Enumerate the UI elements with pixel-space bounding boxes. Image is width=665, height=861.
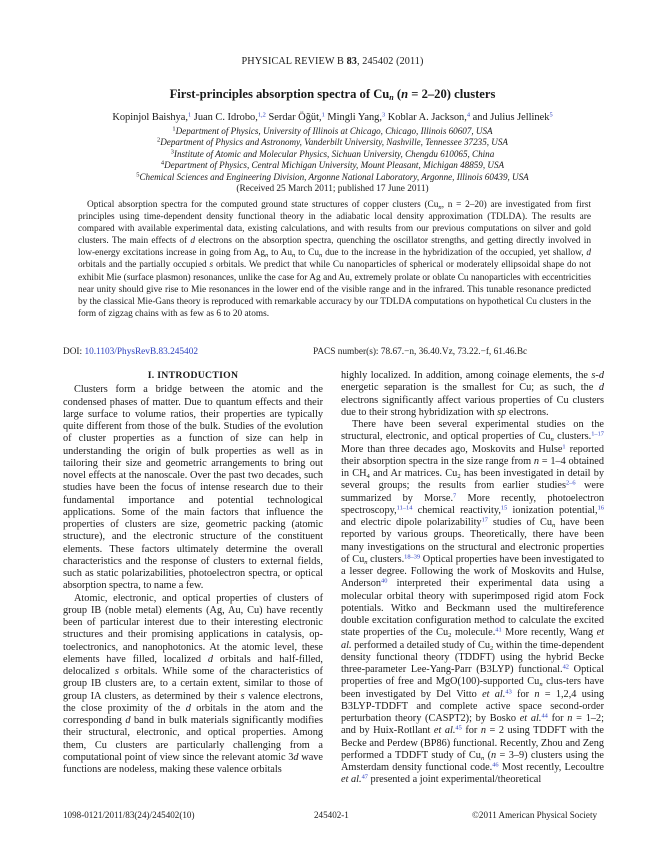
italic-et-al: et al. xyxy=(482,688,506,700)
author: Juan C. Idrobo, xyxy=(193,112,258,123)
reference-link[interactable]: 1–17 xyxy=(591,430,604,438)
section-heading: I. INTRODUCTION xyxy=(147,370,239,381)
volume-number: 83 xyxy=(346,56,357,67)
affiliation-list xyxy=(0,126,665,183)
italic-et-al: et al. xyxy=(433,725,456,737)
body-text: More than three decades ago, Moskovits and Hulse xyxy=(341,443,563,455)
body-text: clusters. xyxy=(367,553,405,565)
body-text: within the time-dependent density functional theory (TDDFT) using the hybrid Becke three-parameter Lee-Yang-Parr (B3LYP) functional. xyxy=(341,639,604,675)
abstract-text: to Au xyxy=(268,248,293,259)
body-text: molecule. xyxy=(451,627,496,639)
subscript: n xyxy=(265,252,269,260)
body-text: and electric dipole polarizability xyxy=(341,517,482,528)
subscript: 4 xyxy=(366,473,370,480)
body-text: for xyxy=(461,725,481,737)
affiliation-text: Department of Physics, Central Michigan University, Mount Pleasant, Michigan 48859, USA xyxy=(164,160,505,171)
affiliation xyxy=(0,172,665,183)
body-text: and Ar matrices. Cu xyxy=(369,468,458,479)
body-text: ionization potential, xyxy=(507,504,598,516)
italic-et-al: et al. xyxy=(341,774,362,786)
author: and Julius Jellinek xyxy=(472,112,550,123)
body-text: Atomic, electronic, and optical properties of clusters of group IB (noble metal) elements (Ag, Au, Cu) have recently been of particular interest due to their interesting electronic structures and their promising applications in catalysis, op-toelectronics, and nanophotonics. At the atomic level, these elements have filled, localized xyxy=(63,592,323,665)
body-text: reported their absorption spectra in the size range from xyxy=(341,443,604,467)
body-text: = 1–2; and by Huix-Rotllant xyxy=(341,713,604,737)
italic-d: d xyxy=(293,751,299,763)
reference-link[interactable]: 2–6 xyxy=(565,479,576,487)
reference-link[interactable]: 45 xyxy=(455,724,462,732)
author: Kopinjol Baishya, xyxy=(112,112,188,123)
italic-n: n xyxy=(567,713,573,724)
italic-s: s xyxy=(114,666,119,677)
body-text: = 1,2,4 using B3LYP-TDDFT and complete active space second-order perturbation theory (CASPT2); by Bosko xyxy=(341,688,605,724)
italic-d: d xyxy=(586,248,591,259)
affiliation-link[interactable]: 1 xyxy=(321,111,325,119)
affiliation-number: 2 xyxy=(157,136,161,144)
body-text: energetic separation is the smallest for Cu; as such, the xyxy=(341,382,599,394)
body-text: electrons. xyxy=(506,406,549,418)
affiliation-number: 4 xyxy=(160,159,165,167)
affiliation-text: Institute of Atomic and Molecular Physics, Sichuan University, Chengdu 610065, China xyxy=(173,148,495,159)
italic-sd: s-d xyxy=(591,370,604,381)
title-var: n xyxy=(401,87,409,101)
body-text: wave functions are nodeless, making these valence orbitals xyxy=(63,751,323,775)
affiliation-link[interactable]: 1,2 xyxy=(257,111,266,119)
subscript: n xyxy=(480,754,485,762)
reference-link[interactable]: 16 xyxy=(597,504,604,512)
reference-link[interactable]: 11–14 xyxy=(396,504,413,512)
italic-n: n xyxy=(491,749,497,761)
body-text: Optical properties of free and MgO(100)-supported Cu xyxy=(341,664,604,688)
body-text: presented a joint experimental/theoretical xyxy=(367,774,542,786)
journal-name: PHYSICAL REVIEW B xyxy=(241,56,344,67)
body-paragraph xyxy=(63,593,323,777)
body-text: orbitals. While some of the characteristics of group IB clusters are, to a certain extent, similar to those of group IA clusters, as determined by their xyxy=(63,666,323,702)
body-text: More recently, photoelectron spectroscopy, xyxy=(341,492,604,516)
reference-link[interactable]: 18–39 xyxy=(404,553,421,561)
body-paragraph xyxy=(341,419,604,787)
abstract-text: to Cu xyxy=(295,248,320,259)
subscript: n xyxy=(539,681,543,689)
body-text: studies of Cu xyxy=(487,517,552,528)
body-text: clus-ters have been investigated by Del Vitto xyxy=(341,676,604,700)
affiliation-link[interactable]: 3 xyxy=(381,111,386,119)
body-text: = 2 using TDDFT with the Becke and Perdew (BP86) functional. Recently, Zhou and Zeng performed a TDDFT study of Cu xyxy=(341,725,605,761)
abstract-text: due to the increase in the hybridization of the occupied, yet shallow, xyxy=(322,248,587,259)
doi-link[interactable]: 10.1103/PhysRevB.83.245402 xyxy=(84,347,198,357)
subscript: n xyxy=(551,522,556,529)
subscript: n xyxy=(292,252,296,260)
body-paragraph xyxy=(341,370,604,419)
body-text: has been investigated in detail by several groups; the results from earlier studies xyxy=(341,468,605,492)
reference-link[interactable]: 1 xyxy=(562,442,566,450)
pacs-numbers: PACS number(s): 78.67.−n, 36.40.Vz, 73.22.−f, 61.46.Bc xyxy=(313,347,528,357)
abstract-paragraph xyxy=(78,199,591,320)
italic-et-al: et al. xyxy=(341,627,605,651)
subscript: 2 xyxy=(490,644,494,652)
body-text: performed a detailed study of Cu xyxy=(351,639,491,651)
body-text: orbitals in the atom and the corresponding xyxy=(63,702,323,726)
reference-link[interactable]: 41 xyxy=(495,626,502,634)
abstract xyxy=(78,199,591,320)
affiliation-text: Chemical Sciences and Engineering Division, Argonne National Laboratory, Argonne, Illinois 60439, USA xyxy=(139,171,529,182)
italic-d: d xyxy=(185,702,191,714)
affiliation-link[interactable]: 1 xyxy=(187,111,192,119)
italic-d: d xyxy=(207,653,213,665)
body-text: More recently, Wang xyxy=(501,627,597,639)
subscript: 2 xyxy=(457,473,461,480)
title-paren: ( xyxy=(393,87,402,101)
reference-link[interactable]: 44 xyxy=(541,712,548,720)
italic-n: n xyxy=(480,725,486,737)
italic-s: s xyxy=(209,260,214,271)
received-dates: (Received 25 March 2011; published 17 June 2011) xyxy=(236,184,429,194)
abstract-text: , n = 2–20) are investigated from first principles using time-dependent density functional theory in the adiabatic local density approximation (TDLDA). The results are compared with available experimental data, existing calculations, and with results from our previous computations on silver and gold clusters. The main effects of xyxy=(78,200,592,247)
body-text: band in bulk materials significantly modifies their structural, electronic, and optical properties. Among them, Cu clusters are particularly challenging from a computational point of view since the relevant atomic 3 xyxy=(63,715,323,763)
body-text: for xyxy=(547,713,568,724)
italic-d: d xyxy=(190,236,195,247)
subscript: n xyxy=(550,436,554,444)
paper-title xyxy=(0,87,665,102)
italic-n: n xyxy=(534,688,540,700)
abstract-text: orbitals. We predict that while Cu nanoparticles of spherical or moderately ellipsoidal shape do not exhibit Mie (surface plasmon) resonances, unlike the case for Ag and Au, extremely prolate or oblate Cu nanoparticles with eccentricities near unity should give rise to Mie resonances in the lower end of the visible range and in the infrared. This tunable resonance predicted by the classical Mie-Gans theory is reproduced with remarkable accuracy by our TDLDA computations on hypothetical Cu clusters in the form of zigzag chains with as few as 6 to 20 atoms. xyxy=(78,260,591,319)
reference-link[interactable]: 17 xyxy=(481,516,488,524)
author: Serdar Öğüt, xyxy=(268,112,322,123)
body-text: = 3–9) clusters using the Amsterdam density functional code. xyxy=(341,749,604,773)
affiliation xyxy=(0,137,665,148)
italic-n: n xyxy=(533,455,540,467)
affiliation xyxy=(0,160,665,171)
affiliation-text: Department of Physics, University of Illinois at Chicago, Chicago, Illinois 60607, USA xyxy=(175,126,493,136)
body-text: Optical properties have been investigated to a lesser degree. Following the work of Moskovits and Hulse, Anderson xyxy=(341,553,604,590)
author-list xyxy=(0,112,665,123)
affiliation xyxy=(0,149,665,160)
body-text: electrons significantly affect various properties of Cu clusters due to their strong hybridization with xyxy=(341,394,604,418)
body-text: were summarized by Morse. xyxy=(341,480,604,504)
body-text: interpreted their experimental data using a molecular orbital theory with superimposed rigid atom Fock potentials. Witko and Beckmann used the multireference double excitation configuration method to calculate the excited state properties of the Cu xyxy=(341,578,604,639)
body-text: Most recently, Lecoultre xyxy=(498,762,604,773)
affiliation-number: 5 xyxy=(136,171,140,179)
affiliation-link[interactable]: 5 xyxy=(549,111,553,119)
author: Mingli Yang, xyxy=(327,112,382,123)
reference-link[interactable]: 40 xyxy=(381,577,388,585)
abstract-text: electrons on the absorption spectra, quenching the oscillator strengths, and getting directly involved in low-energy excitations increase in going from Ag xyxy=(78,236,591,259)
subscript: 2 xyxy=(448,632,452,640)
italic-et-al: et al. xyxy=(519,713,542,724)
body-text: for xyxy=(511,688,535,700)
right-column xyxy=(341,370,604,787)
footer-page-number: 245402-1 xyxy=(314,810,349,820)
reference-link[interactable]: 42 xyxy=(562,663,569,671)
italic-s: s xyxy=(240,690,245,702)
affiliation-number: 3 xyxy=(170,148,174,156)
italic-d: d xyxy=(598,382,604,394)
author: Koblar A. Jackson, xyxy=(387,112,467,123)
reference-link[interactable]: 47 xyxy=(361,773,368,781)
left-column xyxy=(63,370,323,776)
italic-d: d xyxy=(125,715,131,726)
footer-issn: 1098-0121/2011/83(24)/245402(10) xyxy=(63,810,195,820)
body-text: There have been several experimental studies on the structural, electronic, and optical properties of Cu xyxy=(341,419,604,443)
body-text: highly localized. In addition, among coinage elements, the xyxy=(341,370,592,381)
abstract-text: Optical absorption spectra for the computed ground state structures of copper clusters (Cu xyxy=(87,200,439,210)
footer-copyright: ©2011 American Physical Society xyxy=(472,810,598,820)
body-text: clusters. xyxy=(553,431,592,443)
body-text: ( xyxy=(484,749,492,761)
title-suffix: = 2–20) clusters xyxy=(408,87,496,101)
body-text: = 1–4 obtained in CH xyxy=(341,455,604,479)
abstract-text: orbitals and the partially occupied xyxy=(78,260,210,271)
reference-link[interactable]: 43 xyxy=(505,687,512,695)
affiliation-link[interactable]: 4 xyxy=(466,111,471,119)
subscript: n xyxy=(438,204,442,211)
doi-line xyxy=(63,347,198,357)
body-text: have been reported by various groups. Theoretically, there have been many investigations on the structural and electronic properties of Cu xyxy=(341,517,604,565)
body-text: chemical reactivity, xyxy=(412,504,501,516)
affiliation-number: 1 xyxy=(172,125,176,133)
body-text: orbitals and half-filled, delocalized xyxy=(63,653,324,677)
reference-link[interactable]: 7 xyxy=(453,491,457,499)
journal-header xyxy=(0,56,665,67)
subscript: n xyxy=(364,558,368,566)
title-subscript: n xyxy=(389,93,394,102)
article-id-year: , 245402 (2011) xyxy=(357,56,424,67)
body-paragraph: Clusters form a bridge between the atomic and the condensed phases of matter. Due to quantum effects and their large surface to volume ratios, their properties are typically quite different from those of the bulk. Studies of the evolution of cluster properties as a function of size can help in understanding the origin of bulk properties as well as in tailoring their size and geometric arrangements to bring out novel effects at the nanoscale. Over the past two decades, such studies have been the focus of intense research due to their fundamental importance and potential technological applications. Some of the main factors that influence the properties of clusters are size, geometric packing (atomic structure), and the electronic structure of the constituent elements. These factors ultimately determine the overall characteristics and the response of clusters to external fields, such as static polarizabilities, photoelectron spectra, or optical absorption spectra, to name a few. xyxy=(63,384,323,592)
title-text: First-principles absorption spectra of Cu xyxy=(169,87,390,101)
affiliation xyxy=(0,126,665,137)
reference-link[interactable]: 15 xyxy=(500,504,508,512)
doi-label: DOI: xyxy=(63,347,85,357)
body-text: valence electrons, the close proximity of the xyxy=(63,690,324,714)
italic-sp: sp xyxy=(497,406,507,418)
reference-link[interactable]: 46 xyxy=(492,761,499,769)
affiliation-text: Department of Physics and Astronomy, Vanderbilt University, Nashville, Tennessee 37235, USA xyxy=(160,137,508,148)
subscript: n xyxy=(319,252,323,260)
